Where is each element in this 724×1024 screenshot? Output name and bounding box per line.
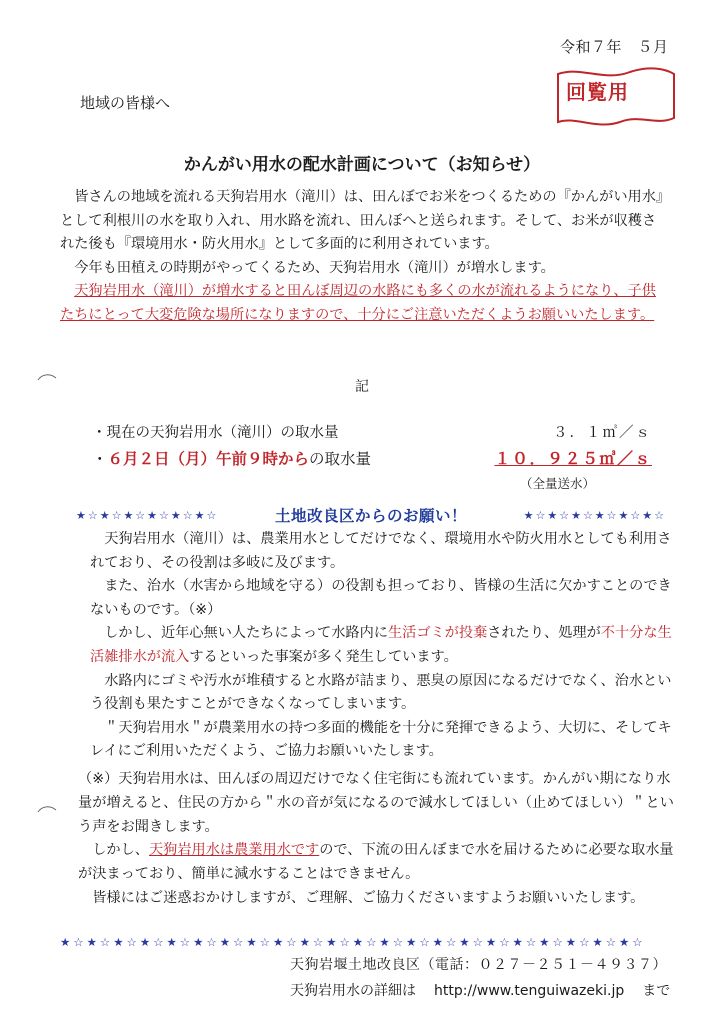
note-text-3: 皆様にはご迷惑おかけしますが、ご理解、ご協力くださいますようお願いいたします。 xyxy=(92,889,645,906)
star-border-left: ★☆★☆★☆★☆★☆★☆ xyxy=(76,508,219,522)
intake-list xyxy=(92,420,652,472)
intake-current-value: ３．１㎥／ｓ xyxy=(553,425,652,441)
details-line xyxy=(290,980,670,1000)
intake-current-label: ・現在の天狗岩用水（滝川）の取水量 xyxy=(92,425,339,441)
intake-future-value: １０．９２５㎥／ｓ xyxy=(494,449,652,468)
note-text-2a: しかし、 xyxy=(92,842,149,859)
request-title: 土地改良区からのお願い！ xyxy=(274,507,467,525)
intake-future-label: の取水量 xyxy=(309,450,372,468)
note-paragraph xyxy=(78,887,674,911)
request-text-2: また、治水（水害から地域を守る）の役割も担っており、皆様の生活に欠かすことのできないものです。（※） xyxy=(90,578,672,618)
request-section xyxy=(90,528,674,764)
details-suffix: まで xyxy=(642,983,671,999)
star-border-right: ★☆★☆★☆★☆★☆★☆ xyxy=(523,508,666,522)
request-text-3c: するといった事案が多く発生しています。 xyxy=(189,648,458,665)
ki-heading: 記 xyxy=(355,379,369,395)
request-highlight-wastewater: 不十分な生活雑排水が流入 xyxy=(90,625,672,665)
request-text-1: 天狗岩用水（滝川）は、農業用水としてだけでなく、環境用水や防火用水としても利用されており、その役割は多岐に及びます。 xyxy=(90,531,672,571)
intro-text-2: 今年も田植えの時期がやってくるため、天狗岩用水（滝川）が増水します。 xyxy=(74,259,555,276)
note-text-1: （※）天狗岩用水は、田んぼの周辺だけでなく住宅街にも流れています。かんがい期になり水量が増えると、住民の方から＂水の音が気になるので減水してほしい（止めてほしい）＂という声をお聞きします。 xyxy=(78,771,674,835)
intake-row-future xyxy=(92,446,652,472)
intro-text-1: 皆さんの地域を流れる天狗岩用水（滝川）は、田んぼでお米をつくるための『かんがい用水』として利根川の水を取り入れ、用水路を流れ、田んぼへと送られます。そして、お米が収穫された後も『環境用水・防火用水』として多面的に利用されています。 xyxy=(60,189,663,253)
page-title: かんがい用水の配水計画について（お知らせ） xyxy=(183,155,541,175)
note-text-2b: ので、下流の田んぼまで水を届けるために必要な取水量が決まっており、簡単に減水することはできません。 xyxy=(78,842,674,883)
intake-future-note: （全量送水） xyxy=(520,476,596,491)
intro-paragraph xyxy=(60,186,670,257)
request-text-3a: しかし、近年心無い人たちによって水路内に xyxy=(104,625,388,642)
intake-row-current xyxy=(92,420,652,446)
intake-future-bullet: ・ xyxy=(92,450,108,468)
request-text-5: ＂天狗岩用水＂が農業用水の持つ多面的機能を十分に発揮できるよう、大切に、そしてキレイにご利用いただくよう、ご協力お願いいたします。 xyxy=(90,719,672,760)
star-border-bottom: ★☆★☆★☆★☆★☆★☆★☆★☆★☆★☆★☆★☆★☆★☆★☆★☆★☆★☆★☆★☆★☆★☆ xyxy=(60,935,646,949)
request-header xyxy=(76,504,666,526)
request-text-4: 水路内にゴミや汚水が堆積すると水路が詰まり、悪臭の原因になるだけでなく、治水という役割も果たすことができなくなってしまいます。 xyxy=(90,672,672,713)
website-link[interactable]: http://www.tenguiwazeki.jp xyxy=(434,983,625,999)
note-highlight-agricultural: 天狗岩用水は農業用水です xyxy=(148,842,320,859)
request-paragraph xyxy=(90,622,674,669)
details-label: 天狗岩用水の詳細は xyxy=(290,983,416,999)
request-highlight-garbage: 生活ゴミが投棄 xyxy=(387,625,488,642)
warning-paragraph xyxy=(60,280,670,327)
request-text-3b: されたり、処理が xyxy=(487,625,601,642)
note-section xyxy=(78,768,674,911)
addressee: 地域の皆様へ xyxy=(80,94,171,112)
intake-future-label-group xyxy=(92,446,371,472)
circulation-label: 回覧用 xyxy=(566,80,629,104)
margin-mark xyxy=(36,804,58,814)
request-paragraph xyxy=(90,717,674,764)
organization-contact: 天狗岩堰土地改良区（電話：０２７－２５１－４９３７） xyxy=(290,957,667,973)
issue-date: 令和７年 ５月 xyxy=(560,38,669,56)
warning-text: 天狗岩用水（滝川）が増水すると田んぼ周辺の水路にも多くの水が流れるようになり、子供たちにとって大変危険な場所になりますので、十分にご注意いただくようお願いいたします。 xyxy=(60,283,656,323)
request-paragraph xyxy=(90,528,674,575)
intro-section xyxy=(60,186,670,328)
intake-future-date: ６月２日（月）午前９時から xyxy=(107,450,310,468)
request-paragraph xyxy=(90,575,674,622)
note-paragraph xyxy=(78,768,674,839)
intro-paragraph xyxy=(60,257,670,281)
request-paragraph xyxy=(90,670,674,717)
note-paragraph xyxy=(78,839,674,887)
